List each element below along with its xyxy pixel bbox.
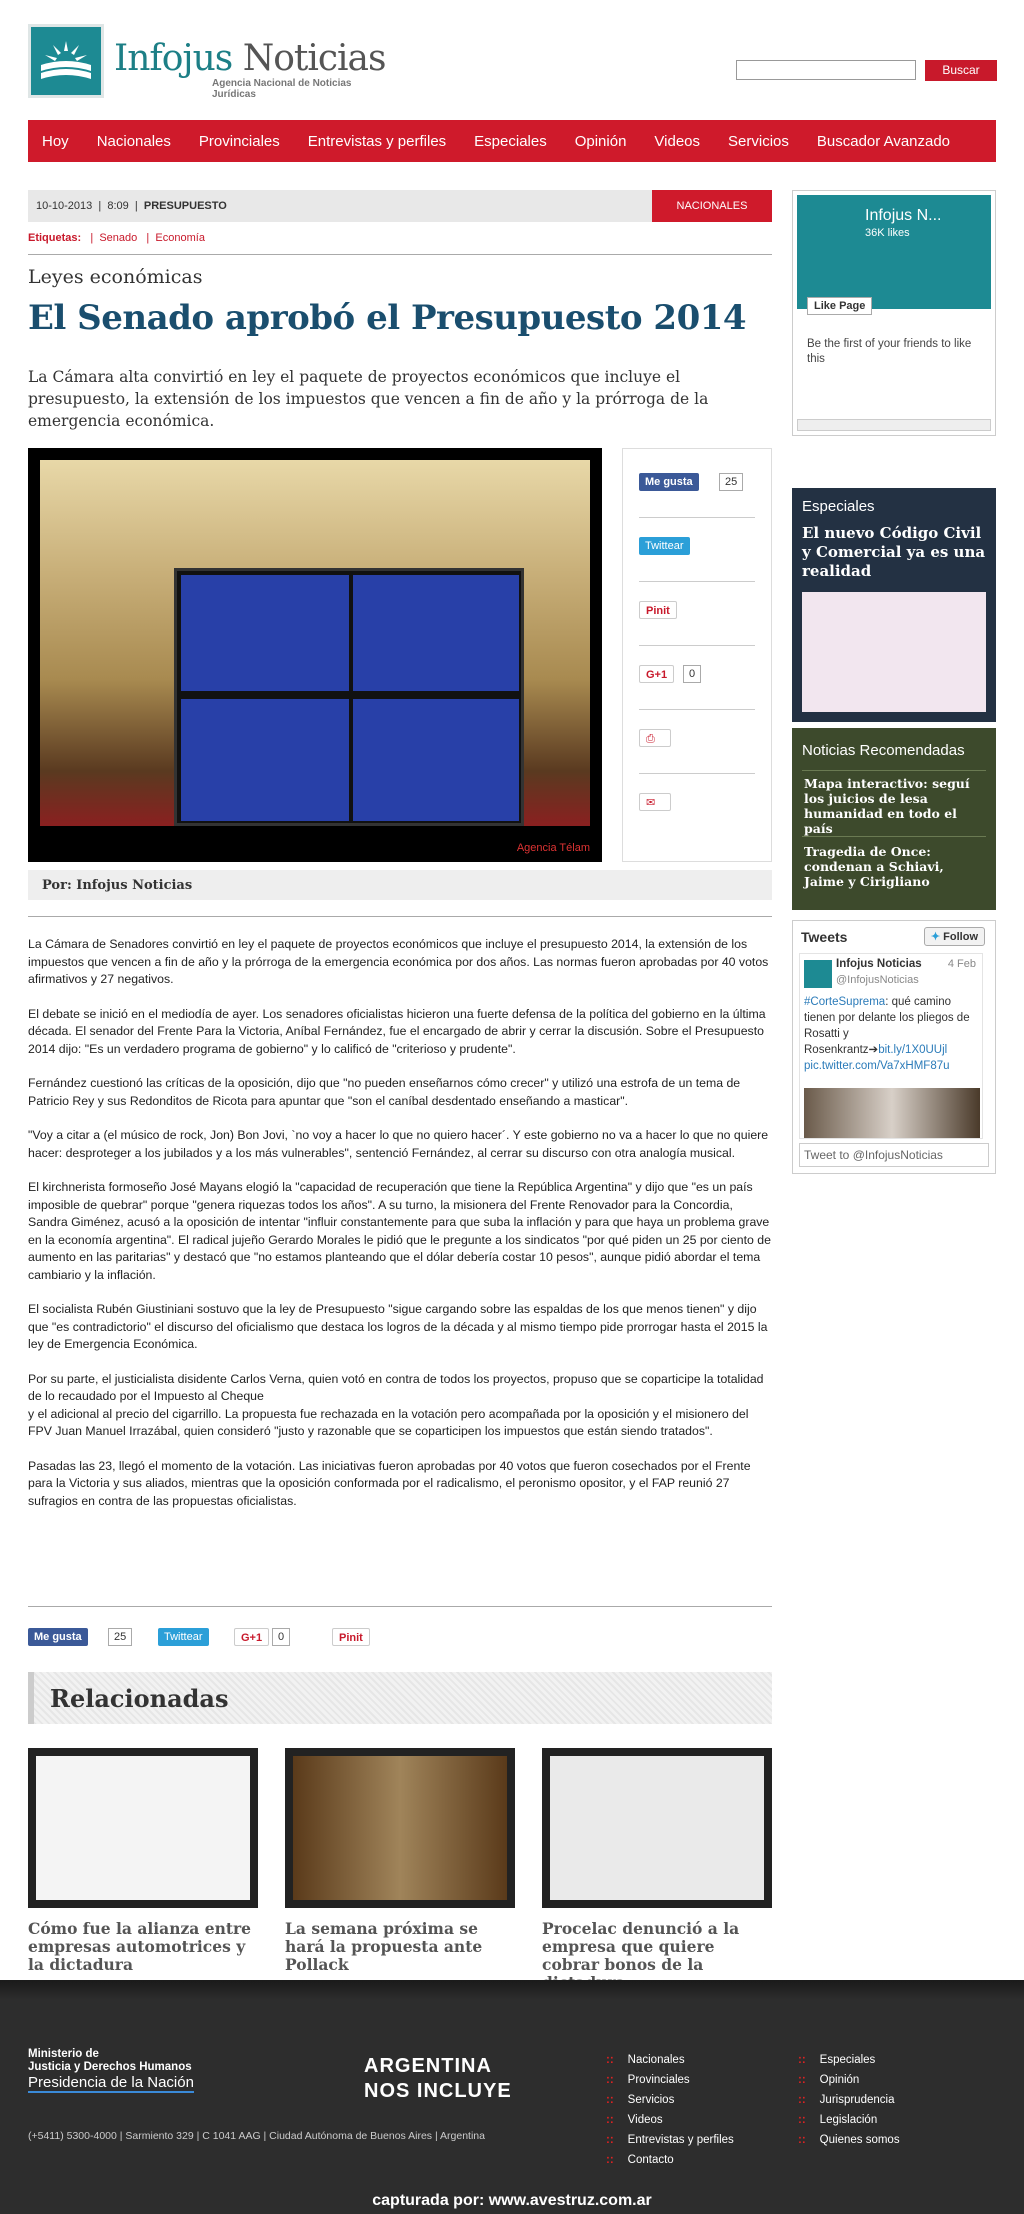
fb-like-page-button[interactable]: Like Page <box>807 297 872 315</box>
twitter-label: Twittear <box>164 1631 203 1643</box>
article-date: 10-10-2013 <box>36 200 93 212</box>
footer-link[interactable]: :: Provinciales <box>606 2074 690 2086</box>
tweet-image[interactable] <box>804 1088 980 1139</box>
search-input[interactable] <box>736 60 916 80</box>
tweet-pic-link[interactable]: pic.twitter.com/Va7xHMF87u <box>804 1060 950 1072</box>
fb-likes: 36K likes <box>865 227 910 239</box>
footer-link[interactable]: :: Legislación <box>798 2114 877 2126</box>
related-image <box>285 1748 515 1908</box>
ministry-logo[interactable] <box>28 2048 194 2093</box>
tags-label: Etiquetas: <box>28 232 82 244</box>
footer-link[interactable]: :: Especiales <box>798 2054 875 2066</box>
tweet-avatar <box>804 960 832 988</box>
article-time: 8:09 <box>107 200 129 212</box>
related-card[interactable] <box>285 1748 515 1974</box>
site-logo[interactable] <box>28 24 398 98</box>
nav-item-buscador[interactable]: Buscador Avanzado <box>816 132 951 150</box>
capture-credit: capturada por: www.avestruz.com.ar <box>372 2192 652 2209</box>
related-title[interactable]: La semana próxima se hará la propuesta ante Pollack <box>285 1919 483 1974</box>
fb-scrollbar[interactable] <box>797 419 991 431</box>
related-title[interactable]: Cómo fue la alianza entre empresas automotrices y la dictadura <box>28 1919 252 1974</box>
nav-item-videos[interactable]: Videos <box>654 132 701 150</box>
especiales-box <box>792 488 996 722</box>
related-heading: Relacionadas <box>50 1684 229 1713</box>
gplus-label: G+1 <box>241 1632 263 1644</box>
gplus-label: G+1 <box>646 669 668 681</box>
paragraph: Pasadas las 23, llegó el momento de la votación. Las iniciativas fueron aprobadas por 40 votos que fueron cosechados por el Frente para la Victoria y sus aliados, mientras que la oposición conformada por el radicalismo, el peronismo opositor, y el FAP reunió 27 sufragios en contra de las propuestas oficialistas. <box>28 1458 751 1508</box>
bottom-share <box>28 1628 428 1650</box>
paragraph: Fernández cuestionó las críticas de la oposición, dijo que "no pueden enseñarnos cómo crecer" y utilizó una estrofa de un tema de Patricio Rey y sus Redonditos de Ricota para apuntar que "son el caníbal desdentado enseñando a masticar". <box>28 1076 741 1108</box>
fb-like-button-bottom[interactable] <box>28 1628 88 1646</box>
photo-credit: Agencia Télam <box>516 842 590 854</box>
nav-item-opinion[interactable]: Opinión <box>574 132 627 150</box>
especiales-title[interactable]: El nuevo Código Civil y Comercial ya es una realidad <box>802 524 986 580</box>
fb-like-button[interactable] <box>639 473 699 491</box>
related-card[interactable] <box>28 1748 258 1974</box>
nav-item-servicios[interactable]: Servicios <box>728 132 789 150</box>
paragraph: La Cámara de Senadores convirtió en ley el paquete de proyectos económicos que incluye el presupuesto 2014, la extensión de los impuestos que vencen a fin de año y la prórroga de la emergencia económica por dos años. Las normas fueron aprobadas por 40 votos afirmativos y 27 negativos. <box>28 937 769 986</box>
tweet-date: 4 Feb <box>947 958 976 970</box>
recomendada-link[interactable]: Tragedia de Once: condenan a Schiavi, Jaime y Cirigliano <box>804 844 944 889</box>
article-meta: 10-10-2013 | 8:09 | PRESUPUESTO NACIONALES <box>28 190 772 222</box>
fb-like-label: Me gusta <box>34 1631 82 1643</box>
presidencia: Presidencia de la Nación <box>28 2074 194 2091</box>
tag-link[interactable]: Senado <box>99 232 138 244</box>
logo-name-2: Noticias <box>242 38 386 79</box>
fb-cover <box>797 195 991 312</box>
footer-link[interactable]: :: Entrevistas y perfiles <box>606 2134 734 2146</box>
tweet-text: : qué camino tienen por delante los pliegos de Rosatti y Rosenkrantz➔ <box>804 996 970 1056</box>
divider <box>639 773 755 774</box>
especiales-heading: Especiales <box>802 498 875 515</box>
twitter-button-bottom[interactable] <box>158 1628 209 1646</box>
vote-board-image <box>174 568 524 826</box>
gplus-count: 0 <box>683 665 701 683</box>
article-title: El Senado aprobó el Presupuesto 2014 <box>28 298 747 338</box>
divider <box>802 770 986 771</box>
paragraph: El kirchnerista formoseño José Mayans elogió la "capacidad de recuperación que tiene la República Argentina" y dijo que "es un país imposible de quebrar" porque "genera riquezas todos los años". A su turno, la misionera del Frente Renovador para la Concordia, Sandra Giménez, acusó a la oposición de intentar "influir constantemente para que suba la inflación y para que haya un problema grave en la economía argentina". El radical jujeño Gerardo Morales le pidió que le pregunte a los sindicatos "por qué piden un 25 por ciento de aumento en las paritarias" y destacó que "no estamos planteando que el dólar debería costar 10 pesos", aunque pidió abordar el tema cambiario y la inflación. <box>28 1180 771 1282</box>
fb-page-name[interactable]: Infojus N... <box>865 207 942 224</box>
related-title[interactable]: Procelac denunció a la empresa que quiere cobrar bonos de la <box>542 1919 740 1974</box>
gplus-button[interactable] <box>639 665 674 683</box>
footer-address: (+5411) 5300-4000 | Sarmiento 329 | C 1041 AAG | Ciudad Autónoma de Buenos Aires | Argentina <box>28 2130 485 2142</box>
footer-link[interactable]: :: Nacionales <box>606 2054 685 2066</box>
recomendadas-box <box>792 728 996 910</box>
article-kicker: Leyes económicas <box>28 266 203 288</box>
argentina-logo <box>364 2054 512 2104</box>
tweet-link[interactable]: bit.ly/1X0UUjl <box>878 1044 948 1056</box>
footer-link[interactable]: :: Videos <box>606 2114 663 2126</box>
argentina-line1: ARGENTINA <box>364 2055 492 2077</box>
related-header <box>28 1672 772 1724</box>
nav-item-entrevistas[interactable]: Entrevistas y perfiles <box>307 132 447 150</box>
byline: Por: Infojus Noticias <box>28 870 772 900</box>
footer-link[interactable]: :: Jurisprudencia <box>798 2094 894 2106</box>
paragraph: Por su parte, el justicialista disidente Carlos Verna, quien votó en contra de todos los proyectos, propuso que se coparticipe la totalidad de lo recaudado por el Impuesto al Cheque y el adicional al precio del cigarrillo. La propuesta fue rechazada en la votación pero acompañada por la oposición y el misionero del FPV Juan Manuel Irrazábal, quien consideró "justo y razonable que se coparticipen los impuestos que están siendo tratados". <box>28 1371 764 1438</box>
related-image <box>28 1748 258 1908</box>
nav-item-nacionales[interactable]: Nacionales <box>96 132 171 150</box>
nav-item-hoy[interactable]: Hoy <box>42 132 69 150</box>
article-section: PRESUPUESTO <box>143 200 227 212</box>
follow-button[interactable] <box>924 927 985 946</box>
paragraph: El socialista Rubén Giustiniani sostuvo que la ley de Presupuesto "sigue cargando sobre las espaldas de los que menos tienen" y dijo que "es contradictorio" el discurso del oficialismo que destaca los logros de la década y al mismo tiempo pide prorrogar hasta el 2015 la ley de Emergencia Económica. <box>28 1302 768 1351</box>
category-tab[interactable]: NACIONALES <box>652 190 772 222</box>
pinit-label: Pinit <box>339 1632 363 1644</box>
gplus-count: 0 <box>272 1628 290 1646</box>
fb-text: Be the first of your friends to like this <box>807 338 972 365</box>
twitter-button[interactable] <box>639 537 690 555</box>
recomendada-link[interactable]: Mapa interactivo: seguí los juicios de lesa humanidad en todo el país <box>804 776 970 836</box>
footer-link[interactable]: :: Contacto <box>606 2154 674 2166</box>
tweet-hashtag[interactable]: #CorteSuprema <box>804 996 886 1008</box>
ministry-line1: Ministerio de <box>28 2048 99 2060</box>
facebook-widget <box>792 190 996 436</box>
related-image <box>542 1748 772 1908</box>
divider <box>639 581 755 582</box>
tweet-user[interactable]: Infojus Noticias <box>836 958 922 970</box>
main-nav <box>28 120 996 162</box>
footer <box>0 1980 1024 2214</box>
logo-tagline: Agencia Nacional de Noticias Jurídicas <box>212 78 352 100</box>
logo-book-icon <box>28 24 104 98</box>
email-icon[interactable]: ✉ <box>639 793 671 811</box>
footer-link[interactable]: :: Opinión <box>798 2074 859 2086</box>
tweet-input[interactable]: Tweet to @InfojusNoticias <box>799 1143 989 1167</box>
pinit-button[interactable] <box>639 601 677 619</box>
especiales-image[interactable] <box>802 592 986 712</box>
article-body <box>28 936 772 1527</box>
related-card[interactable] <box>542 1748 772 1992</box>
fb-like-label: Me gusta <box>645 476 693 488</box>
divider <box>639 645 755 646</box>
like-count: 25 <box>719 473 743 491</box>
divider <box>802 836 986 837</box>
pinit-button-bottom[interactable] <box>332 1628 370 1646</box>
follow-label: Follow <box>943 931 978 943</box>
tags-row: Etiquetas: | Senado | Economía <box>28 232 205 244</box>
twitter-widget <box>792 920 996 1174</box>
tag-link[interactable]: Economía <box>155 232 205 244</box>
recomendadas-heading: Noticias Recomendadas <box>802 742 965 759</box>
nav-item-provinciales[interactable]: Provinciales <box>198 132 280 150</box>
paragraph: El debate se inició en el mediodía de ayer. Los senadores oficialistas hicieron una fuerte defensa de la política del gobierno en la última década. El senador del Frente Para la Victoria, Aníbal Fernández, fue el encargado de abrir y cerrar la discusión. Sobre el Presupuesto 2014 dijo: "Es un verdadero programa de gobierno" y lo calificó de "criterioso y prudente". <box>28 1006 766 1056</box>
pinit-label: Pinit <box>646 605 670 617</box>
footer-link[interactable]: :: Quienes somos <box>798 2134 900 2146</box>
footer-link[interactable]: :: Servicios <box>606 2094 674 2106</box>
tweet-handle: @InfojusNoticias <box>836 974 919 986</box>
divider <box>28 1606 772 1607</box>
divider <box>639 517 755 518</box>
divider <box>28 916 772 917</box>
argentina-line2: NOS INCLUYE <box>364 2080 512 2102</box>
twitter-bird-icon: ✦ <box>930 931 941 943</box>
share-panel <box>622 448 772 862</box>
divider <box>28 254 772 255</box>
tweets-heading: Tweets <box>801 929 848 945</box>
logo-name: Infojus <box>114 38 233 79</box>
print-icon[interactable]: ⎙ <box>639 729 671 747</box>
article-lead: La Cámara alta convirtió en ley el paquete de proyectos económicos que incluye el presupuesto, la extensión de los impuestos que vencen a fin de año y la prórroga de la emergencia económica. <box>28 368 709 430</box>
divider <box>639 709 755 710</box>
article-photo <box>28 448 602 862</box>
paragraph: "Voy a citar a (el músico de rock, Jon) Bon Jovi, `no voy a hacer lo que no quiero hacer´. Y este gobierno no va a hacer lo que no quiere hacer: desproteger a los jubilados y a los más vulnerables", sentenció Fernández, al cerrar su discurso con otra analogía musical. <box>28 1128 769 1160</box>
ministry-line2: Justicia y Derechos Humanos <box>28 2061 192 2073</box>
like-count: 25 <box>108 1628 132 1646</box>
nav-item-especiales[interactable]: Especiales <box>474 132 547 150</box>
gplus-button-bottom[interactable] <box>234 1628 269 1646</box>
tweet <box>799 953 983 1139</box>
search-button[interactable]: Buscar <box>925 60 997 81</box>
twitter-label: Twittear <box>645 540 684 552</box>
